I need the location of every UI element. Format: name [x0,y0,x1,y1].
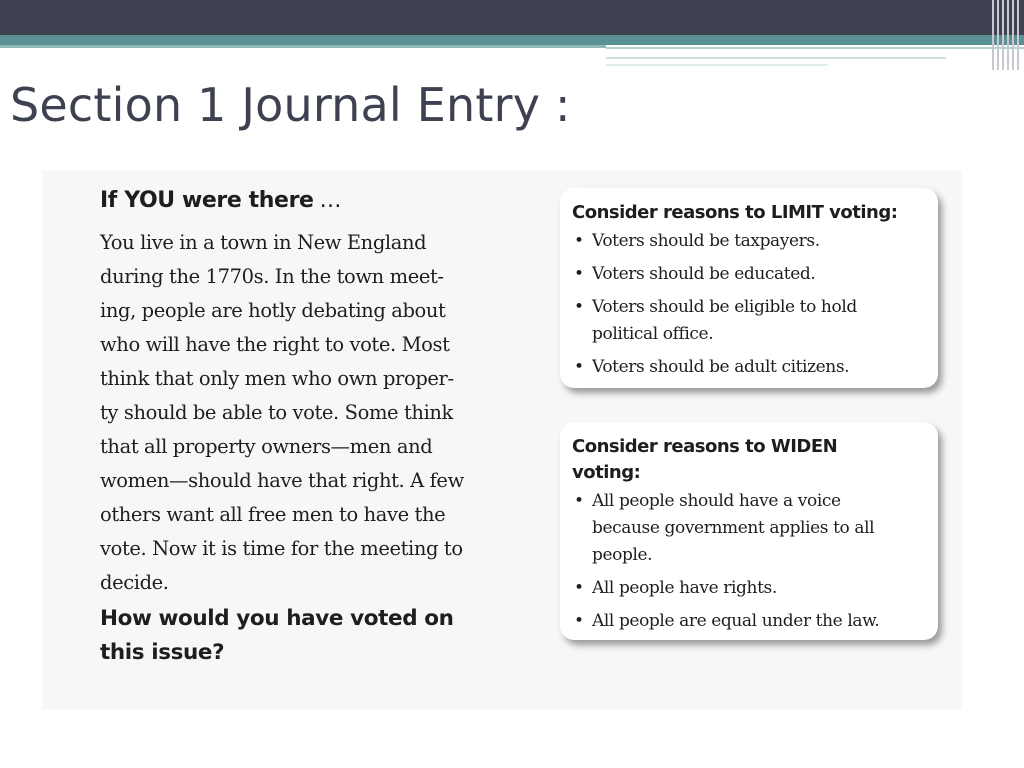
intro-paragraph-line: women—should have that right. A few [100,469,464,492]
reason-item-text: • All people are equal under the law. [592,611,880,631]
reason-item [572,354,926,381]
reason-item [572,261,926,288]
intro-paragraph-line: others want all free men to have the [100,503,446,526]
intro-paragraph-line: decide. [100,571,169,594]
header-tab-line [606,57,946,59]
reason-item-text: • Voters should be taxpayers. [592,231,820,251]
reason-item-text: people. [592,545,653,565]
intro-heading: If YOU were there … [100,188,342,213]
intro-paragraph-line: who will have the right to vote. Most [100,333,450,356]
reason-item-text: political office. [592,324,714,344]
limit-reasons-list [572,228,926,381]
reason-item-text: • Voters should be adult citizens. [592,357,850,377]
widen-reasons-box [560,422,938,640]
header-teal-band [0,35,1024,45]
widen-reasons-heading [572,434,926,486]
widen-reasons-list [572,488,926,635]
intro-paragraph-line: during the 1770s. In the town meet- [100,265,444,288]
header-dark-bar [0,0,1024,35]
reason-item [572,608,926,635]
intro-column [100,184,530,670]
reason-item-text: • All people should have a voice [592,491,841,511]
intro-question-line: this issue? [100,640,225,665]
reason-item-text: • All people have rights. [592,578,777,598]
intro-question-line: How would you have voted on [100,606,454,631]
header-stripes [992,0,1024,70]
intro-question [100,602,530,670]
intro-paragraph-line: ty should be able to vote. Some think [100,401,453,424]
header-teal-accent [0,45,606,48]
intro-paragraph-line: You live in a town in New England [100,231,427,254]
reason-item-text: because government applies to all [592,518,875,538]
reason-item-text: • Voters should be eligible to hold [592,297,857,317]
reason-item-text: • Voters should be educated. [592,264,816,284]
limit-reasons-heading: Consider reasons to LIMIT voting: [572,202,898,223]
header-tab-line [606,47,1024,49]
header-tab-line [606,64,828,66]
intro-paragraph-line: ing, people are hotly debating about [100,299,446,322]
widen-reasons-heading-line: voting: [572,462,641,483]
intro-paragraph-line: think that only men who own proper- [100,367,454,390]
limit-reasons-box [560,188,938,388]
reason-item [572,228,926,255]
reason-item [572,575,926,602]
widen-reasons-heading-line: Consider reasons to WIDEN [572,436,838,457]
intro-paragraph-line: that all property owners—men and [100,435,433,458]
reason-item [572,294,926,348]
slide-title: Section 1 Journal Entry : [10,78,571,132]
intro-paragraph-line: vote. Now it is time for the meeting to [100,537,463,560]
reason-item [572,488,926,569]
intro-paragraph [100,226,530,600]
intro-heading-ellipsis: … [319,188,342,213]
